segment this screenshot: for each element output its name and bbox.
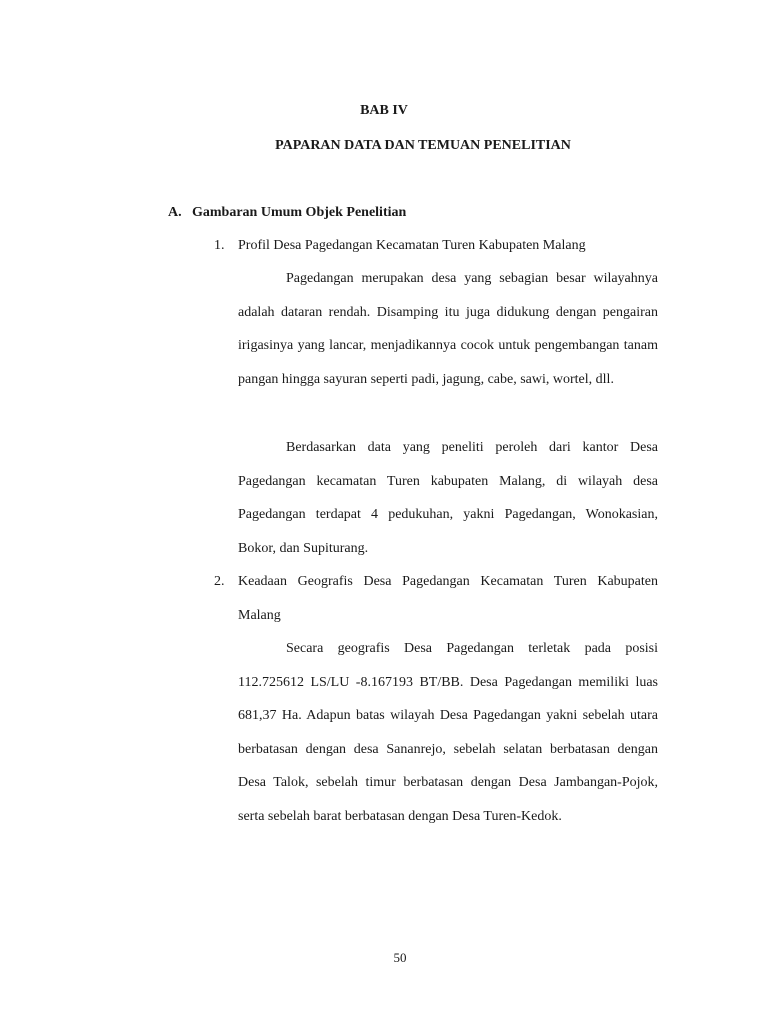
section-letter: A.	[168, 205, 182, 220]
page-number: 50	[393, 950, 407, 965]
chapter-title: PAPARAN DATA DAN TEMUAN PENELITIAN	[275, 138, 571, 153]
paragraph: Pagedangan merupakan desa yang sebagian besar wilayahnya adalah dataran rendah. Disamping itu juga didukung dengan pengairan irigasinya yang lancar, menjadikannya cocok untuk pengembangan tanam pangan hingga sayuran seperti padi, jagung, cabe, sawi, wortel, dll.	[238, 271, 658, 387]
item-number: 1.	[214, 238, 225, 253]
item-heading-1	[214, 229, 658, 263]
item-heading-text: Profil Desa Pagedangan Kecamatan Turen Kabupaten Malang	[238, 238, 586, 253]
section-heading	[168, 204, 406, 222]
section-heading-text: Gambaran Umum Objek Penelitian	[192, 205, 407, 220]
item-heading-text: Keadaan Geografis Desa Pagedangan Kecamatan Turen Kabupaten Malang	[238, 574, 658, 623]
chapter-number: BAB IV	[360, 103, 408, 118]
paragraph: Berdasarkan data yang peneliti peroleh dari kantor Desa Pagedangan kecamatan Turen kabupaten Malang, di wilayah desa Pagedangan terdapat 4 pedukuhan, yakni Pagedangan, Wonokasian, Bokor, dan Supiturang.	[238, 440, 658, 556]
item-number: 2.	[214, 574, 225, 589]
paragraph: Secara geografis Desa Pagedangan terletak pada posisi 112.725612 LS/LU -8.167193 BT/BB. Desa Pagedangan memiliki luas 681,37 Ha. Adapun batas wilayah Desa Pagedangan yakni sebelah utara berbatasan dengan desa Sananrejo, sebelah selatan berbatasan dengan Desa Talok, sebelah timur berbatasan dengan Desa Jambangan-Pojok, serta sebelah barat berbatasan dengan Desa Turen-Kedok.	[238, 641, 658, 824]
item-heading-2	[214, 565, 658, 632]
